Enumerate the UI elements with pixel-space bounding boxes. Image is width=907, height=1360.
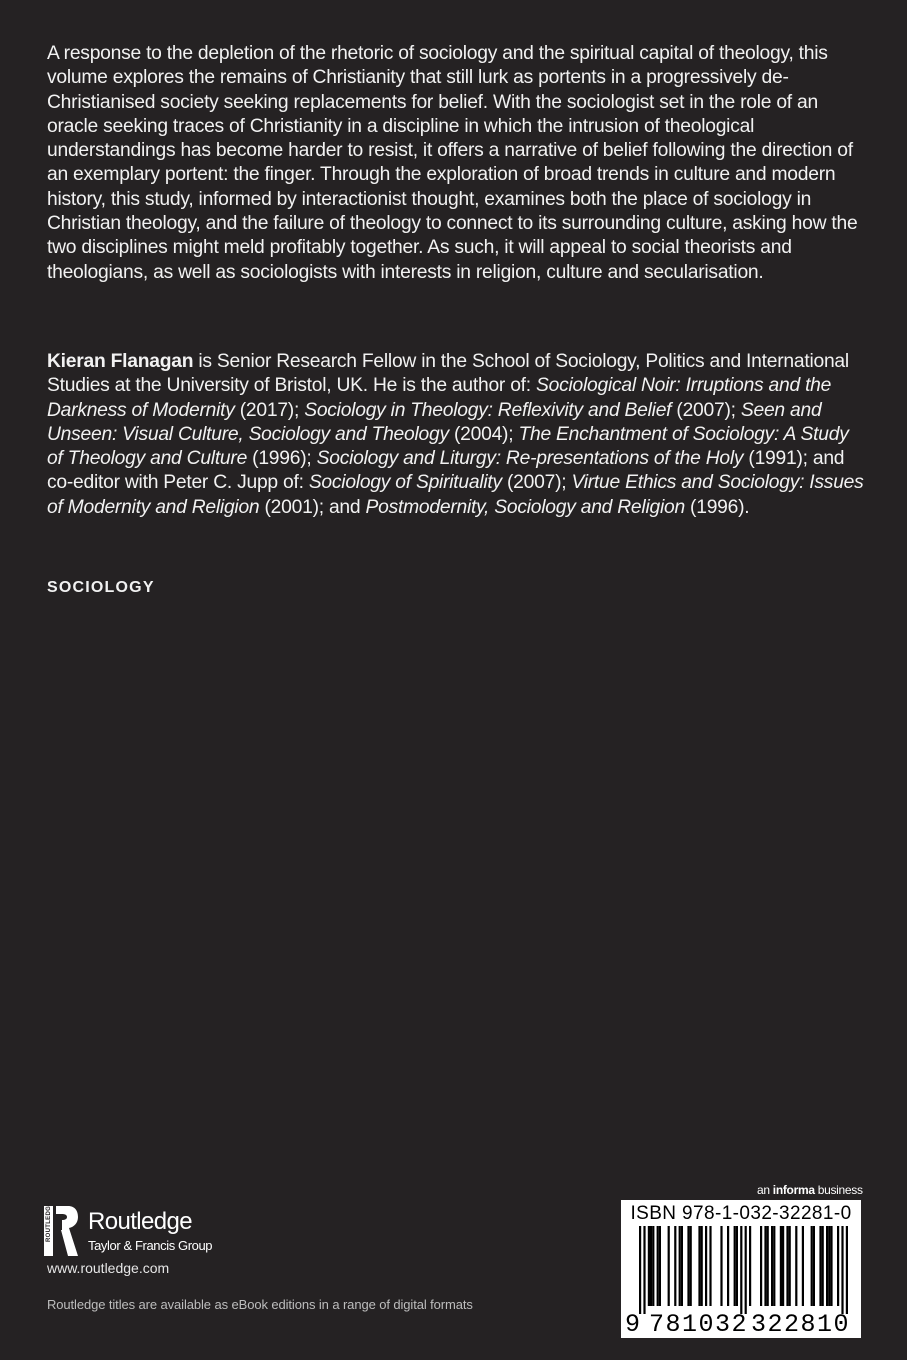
work-title: Virtue Ethics and Sociology: Issues of Modernity and Religion <box>47 472 864 518</box>
work-title: Sociology of Spirituality <box>308 472 502 494</box>
informa-brand: informa <box>772 1183 815 1197</box>
informa-prefix: an <box>757 1183 773 1197</box>
work-title: Sociological Noir: Irruptions and the Darkness of Modernity <box>47 375 832 421</box>
barcode-bar <box>837 1226 839 1306</box>
barcode-bar <box>780 1226 782 1306</box>
barcode-bar <box>659 1226 661 1306</box>
barcode-bar <box>802 1226 804 1306</box>
barcode-bar <box>668 1226 670 1306</box>
work-detail: (2004); <box>448 423 519 445</box>
barcode-bar <box>709 1226 711 1306</box>
barcode-bar <box>828 1226 830 1306</box>
barcode-bar <box>841 1226 843 1314</box>
routledge-logo <box>44 1201 244 1256</box>
barcode-bar <box>674 1226 676 1306</box>
barcode-bar <box>657 1226 659 1306</box>
barcode-bar <box>822 1226 824 1306</box>
work-detail: (1996); <box>247 448 317 470</box>
work-title: Seen and Unseen: Visual Culture, Sociology and Theology <box>47 399 822 445</box>
isbn-barcode <box>621 1200 861 1338</box>
barcode-bar <box>648 1226 650 1306</box>
work-title: The Enchantment of Sociology: A Study of Theology and Culture <box>47 423 849 470</box>
barcode-bars <box>629 1226 853 1314</box>
routledge-logo-vertical-text: ROUTLEDGE <box>46 1201 52 1242</box>
author-bio <box>47 350 867 520</box>
barcode-bar <box>760 1226 762 1306</box>
barcode-bar <box>773 1226 775 1306</box>
barcode-bar <box>650 1226 652 1306</box>
publisher-website: www.routledge.com <box>47 1260 170 1276</box>
barcode-bar <box>639 1226 641 1314</box>
barcode-digit-first: 9 <box>625 1310 641 1339</box>
barcode-bar <box>736 1226 738 1306</box>
barcode-bar <box>749 1226 751 1306</box>
barcode-bar <box>720 1226 722 1306</box>
work-title: Sociology in Theology: Reflexivity and Belief <box>304 399 672 421</box>
barcode-bar <box>811 1226 813 1306</box>
barcode-bar <box>819 1226 821 1306</box>
barcode-bar <box>679 1226 681 1306</box>
work-title: Postmodernity, Sociology and Religion <box>365 496 685 518</box>
barcode-bar <box>813 1226 815 1306</box>
publisher-name: Routledge <box>88 1208 193 1235</box>
work-title: Sociology and Liturgy: Re-presentations of the Holy <box>316 448 744 470</box>
barcode-digits-group2: 322810 <box>751 1310 851 1339</box>
barcode-bar <box>690 1226 692 1306</box>
work-detail: (2001); and <box>259 496 366 518</box>
barcode-bar <box>740 1226 742 1314</box>
barcode-bar <box>643 1226 645 1314</box>
informa-business-tag <box>757 1183 863 1197</box>
barcode-bar <box>698 1226 700 1306</box>
book-description: A response to the depletion of the rhetoric of sociology and the spiritual capital of theology, this volume explores the remains of Christianity that still lurk as portents in a progressively de-Christianised society seeking replacements for belief. With the sociologist set in the role of an oracle seeking traces of Christianity in a discipline in which the intrusion of theological understandings has become harder to resist, it offers a narrative of belief following the direction of an exemplary portent: the finger. Through the exploration of broad trends in culture and modern history, this study, informed by interactionist thought, examines both the place of sociology in Christian theology, and the failure of theology to connect to its surrounding culture, asking how the two disciplines might meld profitably together. As such, it will appeal to social theorists and theologians, as well as sociologists with interests in religion, culture and secularisation. <box>47 43 858 283</box>
ebook-note: Routledge titles are available as eBook editions in a range of digital formats <box>47 1297 473 1312</box>
isbn-text: ISBN 978-1-032-32281-0 <box>630 1203 852 1224</box>
barcode-bar <box>782 1226 784 1306</box>
work-detail: (1991); and co-editor with Peter C. Jupp of: <box>47 448 845 494</box>
barcode-bar <box>727 1226 729 1306</box>
work-detail: (1996). <box>684 496 750 518</box>
barcode-bar <box>745 1226 747 1314</box>
author-works <box>47 375 864 517</box>
barcode-bar <box>767 1226 769 1306</box>
barcode-bar <box>771 1226 773 1306</box>
barcode-bar <box>652 1226 654 1306</box>
barcode-bar <box>687 1226 689 1306</box>
barcode-bar <box>764 1226 766 1306</box>
barcode-bar <box>789 1226 791 1306</box>
work-detail: (2007); <box>671 399 741 421</box>
subject-category: SOCIOLOGY <box>47 579 155 596</box>
barcode-bar <box>681 1226 683 1306</box>
barcode-bar <box>705 1226 707 1306</box>
barcode-bar <box>734 1226 736 1306</box>
barcode-bar <box>701 1226 703 1306</box>
work-detail: (2017); <box>234 399 305 421</box>
informa-suffix: business <box>814 1183 863 1197</box>
author-name: Kieran Flanagan <box>47 351 194 372</box>
barcode-bar <box>786 1226 788 1306</box>
work-detail: (2007); <box>501 472 572 494</box>
author-bio-intro: is Senior Research Fellow in the School of Sociology, Politics and International Studies at the University of Bristol, UK. He is the author of: <box>47 351 849 397</box>
barcode-bar <box>830 1226 832 1306</box>
barcode-bar <box>826 1226 828 1306</box>
barcode-bar <box>795 1226 797 1306</box>
barcode-digits-group1: 781032 <box>649 1310 749 1339</box>
publisher-group: Taylor & Francis Group <box>88 1238 213 1253</box>
barcode-bar <box>846 1226 848 1314</box>
